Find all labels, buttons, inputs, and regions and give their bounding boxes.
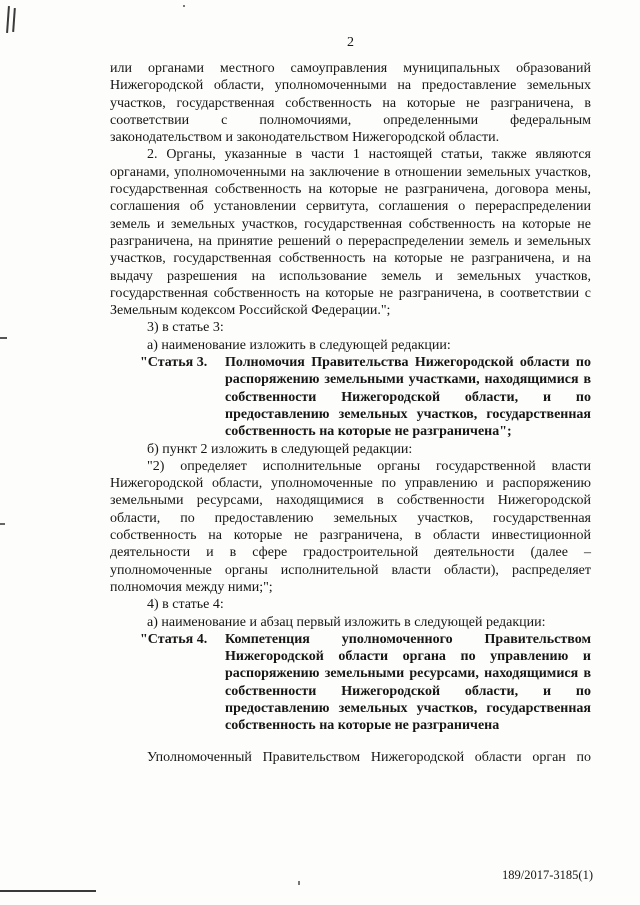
article-4-title-text: Компетенция уполномоченного Правительством Нижегородской области органа по управлению и распоряжению земельными ресурсами, находящимися в собственности Нижегородской области, и по предоставлению земельных участков, государственная собственность на которые не разграничена bbox=[225, 631, 591, 734]
scan-artifact-dash bbox=[0, 337, 7, 339]
paragraph-item-3b: б) пункт 2 изложить в следующей редакции: bbox=[147, 441, 413, 457]
paragraph-item-4a: а) наименование и абзац первый изложить в следующей редакции: bbox=[147, 614, 546, 630]
scan-artifact-line bbox=[0, 890, 96, 892]
document-reference-number: 189/2017-3185(1) bbox=[502, 868, 593, 882]
article-4-heading bbox=[110, 631, 591, 735]
scan-artifact-dash bbox=[0, 523, 5, 525]
paragraph-item-3: 3) в статье 3: bbox=[147, 320, 224, 336]
scan-artifact-mark bbox=[6, 6, 10, 33]
paragraph-point-2: "2) определяет исполнительные органы государственной власти Нижегородской области, уполномоченные по управлению и распоряжению земельными ресурсами, находящимися в собственности Нижегородской области, по предоставлению земельных участков, государственная собственность на которые не разграничена, в области инвестиционной деятельности и в сфере градостроительной деятельности (далее – уполномоченные органы исполнительной власти области), распределяет полномочия между ними;"; bbox=[110, 458, 591, 595]
scan-artifact-mark bbox=[12, 8, 16, 32]
paragraph-part-2: 2. Органы, указанные в части 1 настоящей статьи, также являются органами, уполномоченными на заключение в отношении земельных участков, государственная собственность на которые не разграничена, договора мены, соглашения об установлении сервитута, соглашения о перераспределении земель и земельных участков, государственная собственность на которые не разграничена, на принятие решений о перераспределении земель и земельных участков, государственная собственность на которые не разграничена, и на выдачу разрешения на использование земель и земельных участков, государственная собственность на которые не разграничена, в соответствии с Земельным кодексом Российской Федерации."; bbox=[110, 147, 591, 319]
article-3-label: "Статья 3. bbox=[140, 355, 208, 371]
document-body bbox=[110, 60, 591, 766]
page-number: 2 bbox=[347, 35, 354, 50]
paragraph-item-3a: а) наименование изложить в следующей редакции: bbox=[147, 337, 451, 353]
article-3-heading bbox=[110, 354, 591, 440]
scan-artifact-speck bbox=[298, 881, 300, 885]
article-4-label: "Статья 4. bbox=[140, 631, 208, 647]
article-3-title-text: Полномочия Правительства Нижегородской области по распоряжению земельными участками, находящимися в собственности Нижегородской области, и по предоставлению земельных участков, государственная собственность на которые не разграничена"; bbox=[225, 355, 591, 440]
scan-artifact-speck bbox=[183, 5, 185, 7]
paragraph-continuation: или органами местного самоуправления муниципальных образований Нижегородской области, уполномоченными на предоставление земельных участков, государственная собственность на которые не разграничена, в соответствии с полномочиями, определенными федеральным законодательством и законодательством Нижегородской области. bbox=[110, 61, 591, 146]
paragraph-item-4: 4) в статье 4: bbox=[147, 597, 224, 613]
paragraph-final-line: Уполномоченный Правительством Нижегородской области орган по bbox=[147, 749, 591, 765]
